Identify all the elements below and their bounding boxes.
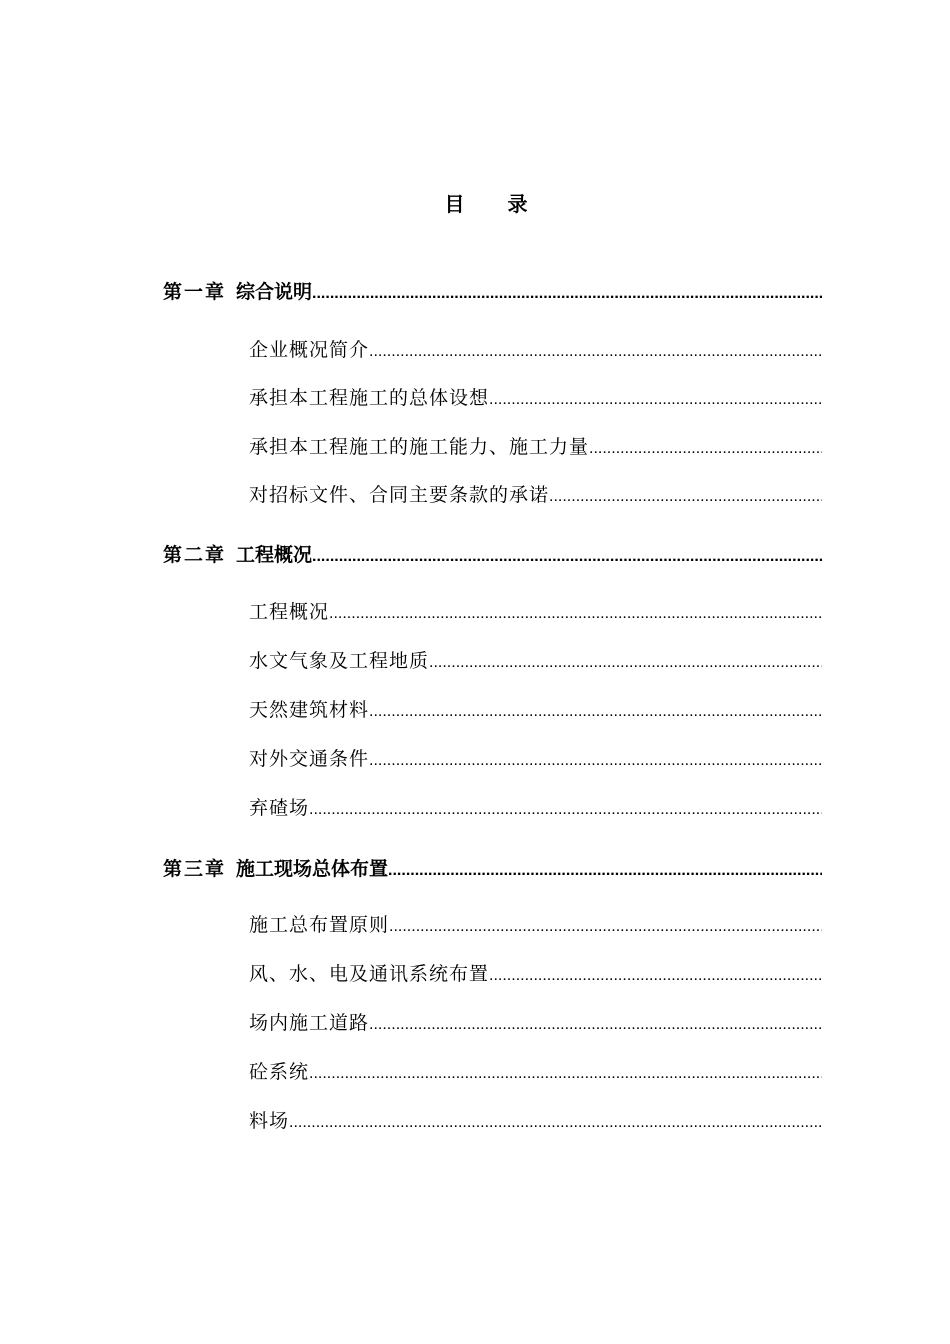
- toc-section-2-5[interactable]: [249, 795, 822, 823]
- toc-chapter-3[interactable]: [163, 856, 822, 884]
- dot-leader: [388, 856, 822, 884]
- section-title: 风、水、电及通讯系统布置: [249, 963, 490, 985]
- section-title: 弃碴场: [249, 797, 310, 819]
- toc-section-3-1[interactable]: [249, 912, 822, 940]
- dot-leader: [429, 648, 822, 676]
- section-title: 施工总布置原则: [249, 914, 390, 936]
- chapter-title: 施工现场总体布置: [236, 858, 389, 880]
- section-title: 对外交通条件: [249, 748, 370, 770]
- section-title: 承担本工程施工的总体设想: [249, 387, 490, 409]
- dot-leader: [549, 482, 822, 510]
- toc-title: 目 录: [444, 192, 546, 216]
- dot-leader: [369, 746, 822, 774]
- toc-section-1-3[interactable]: [249, 434, 822, 462]
- toc-section-3-4[interactable]: [249, 1059, 822, 1087]
- toc-section-2-1[interactable]: [249, 599, 822, 627]
- section-title: 对招标文件、合同主要条款的承诺: [249, 484, 550, 506]
- toc-section-2-2[interactable]: [249, 648, 822, 676]
- dot-leader: [489, 385, 822, 413]
- section-title: 企业概况简介: [249, 339, 370, 361]
- dot-leader: [289, 1108, 822, 1136]
- dot-leader: [312, 542, 822, 570]
- section-title: 水文气象及工程地质: [249, 650, 430, 672]
- toc-chapter-2[interactable]: [163, 542, 822, 570]
- dot-leader: [309, 1059, 822, 1087]
- toc-chapter-1[interactable]: [163, 279, 822, 307]
- dot-leader: [312, 279, 822, 307]
- toc-section-1-4[interactable]: [249, 482, 822, 510]
- dot-leader: [369, 697, 822, 725]
- section-title: 承担本工程施工的施工能力、施工力量: [249, 436, 590, 458]
- chapter-number: 第三章: [163, 858, 227, 880]
- toc-section-2-4[interactable]: [249, 746, 822, 774]
- toc-section-2-3[interactable]: [249, 697, 822, 725]
- dot-leader: [329, 599, 822, 627]
- dot-leader: [489, 961, 822, 989]
- chapter-number: 第一章: [163, 281, 227, 303]
- chapter-number: 第二章: [163, 544, 227, 566]
- section-title: 砼系统: [249, 1061, 310, 1083]
- section-title: 工程概况: [249, 601, 330, 623]
- dot-leader: [389, 912, 822, 940]
- toc-section-3-5[interactable]: [249, 1108, 822, 1136]
- chapter-title: 工程概况: [236, 544, 313, 566]
- dot-leader: [589, 434, 822, 462]
- section-title: 料场: [249, 1110, 290, 1132]
- toc-section-1-1[interactable]: [249, 337, 822, 365]
- chapter-title: 综合说明: [236, 281, 313, 303]
- dot-leader: [369, 1010, 822, 1038]
- section-title: 天然建筑材料: [249, 699, 370, 721]
- toc-section-1-2[interactable]: [249, 385, 822, 413]
- toc-section-3-3[interactable]: [249, 1010, 822, 1038]
- dot-leader: [309, 795, 822, 823]
- toc-section-3-2[interactable]: [249, 961, 822, 989]
- dot-leader: [369, 337, 822, 365]
- section-title: 场内施工道路: [249, 1012, 370, 1034]
